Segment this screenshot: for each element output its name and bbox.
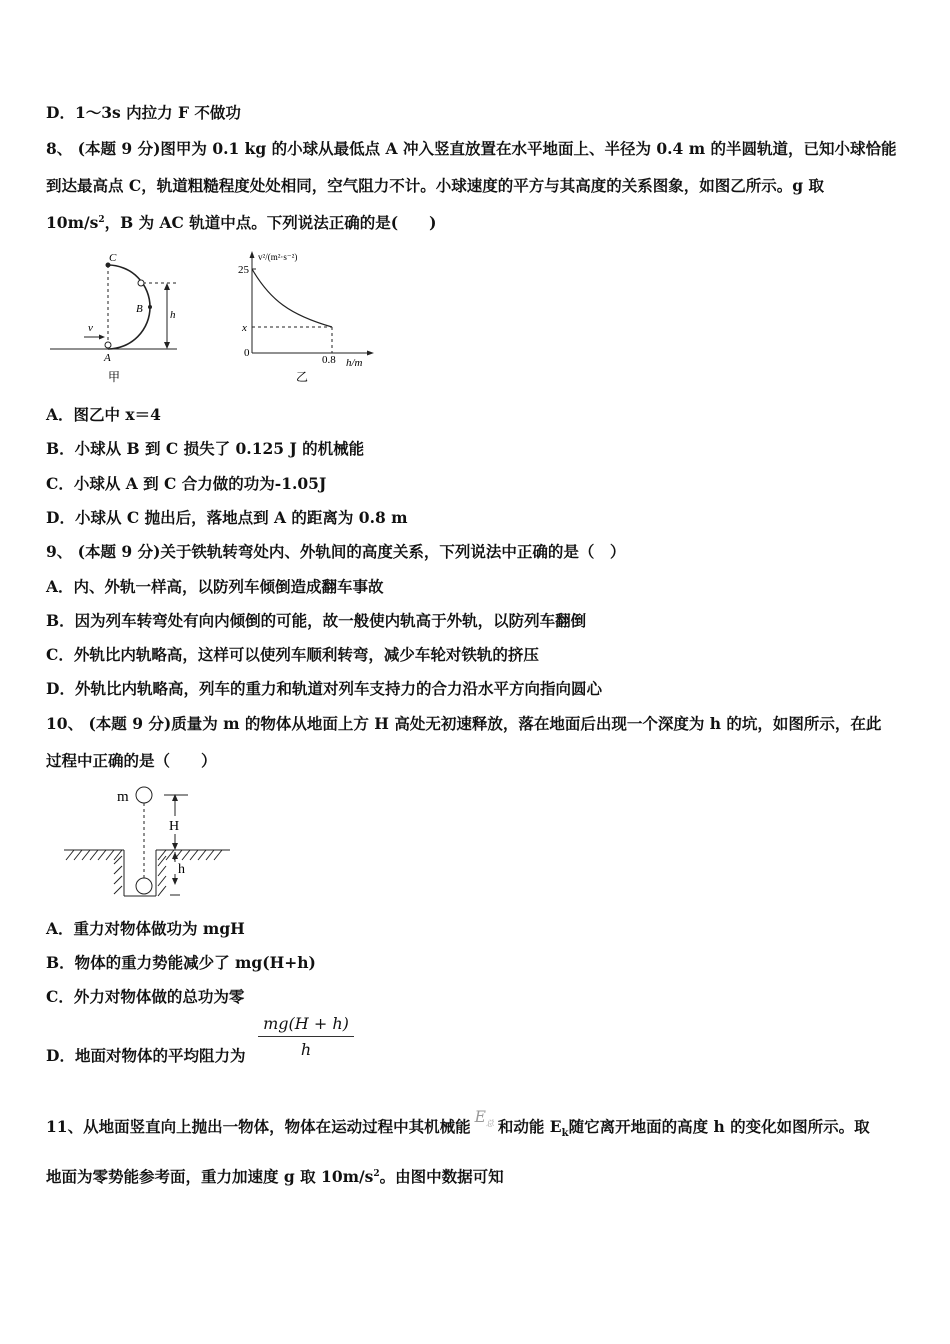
q10-option-d-fraction [258,1014,354,1059]
fraction-denominator: h [300,1040,312,1059]
q8-stem-line1: 8、 (本题 9 分)图甲为 0.1 kg 的小球从最低点 A 冲入竖直放置在水平地面上、半径为 0.4 m 的半圆轨道，已知小球恰能 [46,139,897,158]
q9-option-a: A．内、外轨一样高，以防列车倾倒造成翻车事故 [46,577,384,596]
q8-option-a: A．图乙中 x＝4 [46,405,161,424]
q10-option-c: C．外力对物体做的总功为零 [46,987,245,1006]
fig-yi-tick-08: 0.8 [322,354,336,366]
q8-option-b: B．小球从 B 到 C 损失了 0.125 J 的机械能 [46,439,365,458]
q9-option-b: B．因为列车转弯处有向内倾倒的可能，故一般使内轨高于外轨，以防列车翻倒 [46,611,587,630]
q8-stem-line3: $10m/s^2$，B 为 AC 轨道中点。下列说法正确的是( ) [46,213,437,232]
q10-stem-line1: 10、 (本题 9 分)质量为 m 的物体从地面上方 H 高处无初速释放，落在地面后出现一个深度为 h 的坑，如图所示，在此 [46,714,882,733]
fig-yi-tick-x: x [242,322,247,334]
fraction-numerator: mg(H + h) [258,1014,354,1037]
q10-option-d: D．地面对物体的平均阻力为 [46,1046,246,1065]
q10-fig-label-h: h [178,862,185,877]
q10-option-a: A．重力对物体做功为 mgH [46,919,245,938]
fig-yi-ylabel: v²/(m²·s⁻²) [258,252,298,262]
fig-yi-caption: 乙 [296,370,309,384]
q8-option-c: C．小球从 A 到 C 合力做的功为-1.05J [46,474,327,493]
q8-figure-jia [48,245,198,390]
fig-jia-label-b: B [136,303,143,315]
fig-yi-origin: 0 [244,347,250,359]
q11-stem-line2: 地面为零势能参考面，重力加速度 g 取 $10m/s^2$。由图中数据可知 [46,1167,504,1186]
q9-option-d: D．外轨比内轨略高，列车的重力和轨道对列车支持力的合力沿水平方向指向圆心 [46,679,602,698]
mechanical-energy-symbol: $E_总$ [474,1108,494,1129]
q10-fig-label-m: m [117,789,129,805]
fig-jia-label-h: h [170,309,176,321]
fig-yi-xlabel: h/m [346,357,363,369]
q8-option-d: D．小球从 C 抛出后，落地点到 A 的距离为 0.8 m [46,508,408,527]
q9-option-c: C．外轨比内轨略高，这样可以使列车顺利转弯，减少车轮对铁轨的挤压 [46,645,539,664]
fig-jia-caption: 甲 [108,370,121,384]
q7-option-d: D．1～3s 内拉力 F 不做功 [46,103,241,122]
q8-figure-yi [230,245,380,390]
q9-stem: 9、 (本题 9 分)关于铁轨转弯处内、外轨间的高度关系，下列说法中正确的是（ ） [46,542,626,561]
q8-stem-line2: 到达最高点 C，轨道粗糙程度处处相同，空气阻力不计。小球速度的平方与其高度的关系图象，如图乙所示。g 取 [46,176,824,195]
q10-stem-line2: 过程中正确的是（ ） [46,751,217,770]
q11-stem-line1: 11、从地面竖直向上抛出一物体，物体在运动过程中其机械能 $E_总$ 和动能 $E_k$随它离开地面的高度 h 的变化如图所示。取 [46,1108,870,1140]
fig-yi-tick-25: 25 [238,264,249,276]
fig-jia-label-a: A [104,352,111,364]
fig-jia-label-c: C [109,252,117,264]
fig-jia-label-v: v [88,322,93,334]
q10-fig-label-H: H [169,819,180,834]
q10-figure [58,782,238,902]
q10-option-b: B．物体的重力势能减少了 mg(H+h) [46,953,316,972]
